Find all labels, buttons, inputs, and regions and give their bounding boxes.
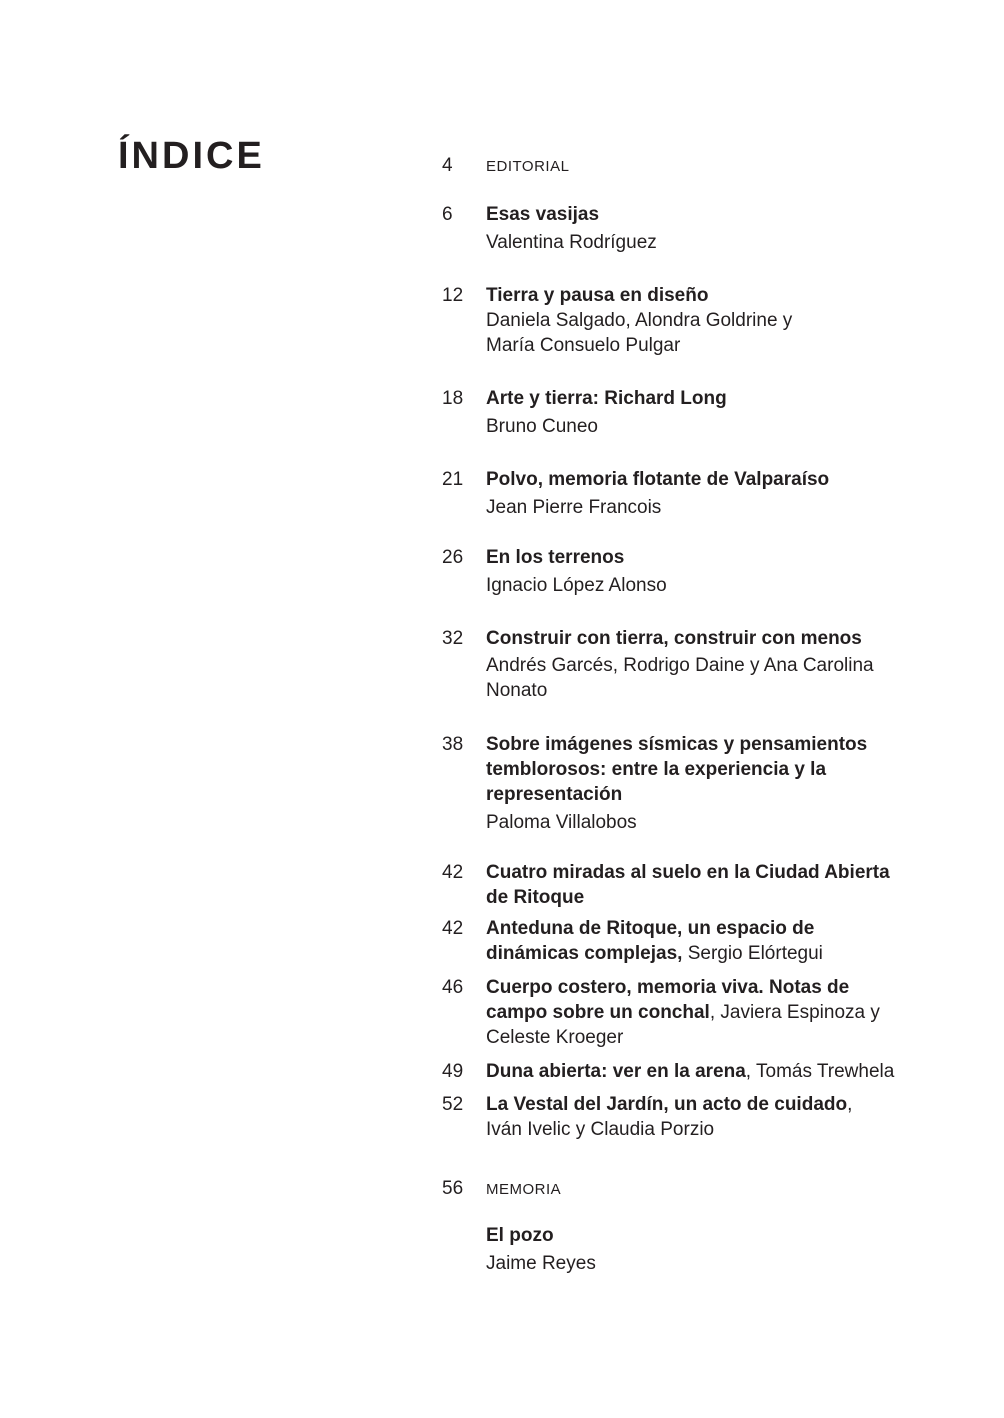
- article-author: Daniela Salgado, Alondra Goldrine y María Consuelo Pulgar: [486, 310, 793, 356]
- page-number: 26: [442, 547, 464, 568]
- article-author: Paloma Villalobos: [486, 812, 637, 833]
- page-number: 21: [442, 469, 464, 490]
- article-title: Anteduna de Ritoque, un espacio de dinámicas complejas,: [486, 918, 815, 964]
- article-author: , Javiera Espinoza y Celeste Kroeger: [486, 1002, 880, 1048]
- article-title: Esas vasijas: [486, 204, 600, 225]
- index-heading: ÍNDICE: [118, 135, 265, 177]
- section-label: EDITORIAL: [486, 158, 570, 175]
- page-number: 46: [442, 977, 464, 998]
- page-number: 42: [442, 918, 464, 939]
- article-author: Andrés Garcés, Rodrigo Daine y Ana Carolina Nonato: [486, 655, 874, 701]
- article-title: Construir con tierra, construir con menos: [486, 628, 862, 649]
- article-author: Sergio Elórtegui: [682, 943, 823, 964]
- article-title: El pozo: [486, 1225, 554, 1246]
- article-title: Sobre imágenes sísmicas y pensamientos temblorosos: entre la experiencia y la representación: [486, 734, 868, 805]
- article-title: En los terrenos: [486, 547, 625, 568]
- article-title: Polvo, memoria flotante de Valparaíso: [486, 469, 830, 490]
- article-title: Duna abierta: ver en la arena: [486, 1061, 746, 1082]
- article-author: Valentina Rodríguez: [486, 232, 657, 253]
- page-number: 56: [442, 1178, 464, 1199]
- article-author: Ignacio López Alonso: [486, 575, 667, 596]
- page-number: 18: [442, 388, 464, 409]
- article-author: Jean Pierre Francois: [486, 497, 662, 518]
- article-author: , Iván Ivelic y Claudia Porzio: [486, 1094, 853, 1140]
- article-title: Arte y tierra: Richard Long: [486, 388, 727, 409]
- article-title: La Vestal del Jardín, un acto de cuidado: [486, 1094, 848, 1115]
- page-number: 42: [442, 862, 464, 883]
- page-number: 52: [442, 1094, 464, 1115]
- section-label: MEMORIA: [486, 1181, 562, 1198]
- page-number: 4: [442, 155, 453, 176]
- article-title: Tierra y pausa en diseño: [486, 285, 709, 306]
- page-number: 12: [442, 285, 464, 306]
- page-number: 32: [442, 628, 464, 649]
- article-title: Cuatro miradas al suelo en la Ciudad Abierta de Ritoque: [486, 862, 890, 908]
- article-title: Cuerpo costero, memoria viva. Notas de campo sobre un conchal: [486, 977, 850, 1023]
- article-author: Bruno Cuneo: [486, 416, 598, 437]
- page-number: 49: [442, 1061, 464, 1082]
- page-number: 6: [442, 204, 453, 225]
- article-author: Jaime Reyes: [486, 1253, 596, 1274]
- article-author: , Tomás Trewhela: [745, 1061, 895, 1082]
- page-number: 38: [442, 734, 464, 755]
